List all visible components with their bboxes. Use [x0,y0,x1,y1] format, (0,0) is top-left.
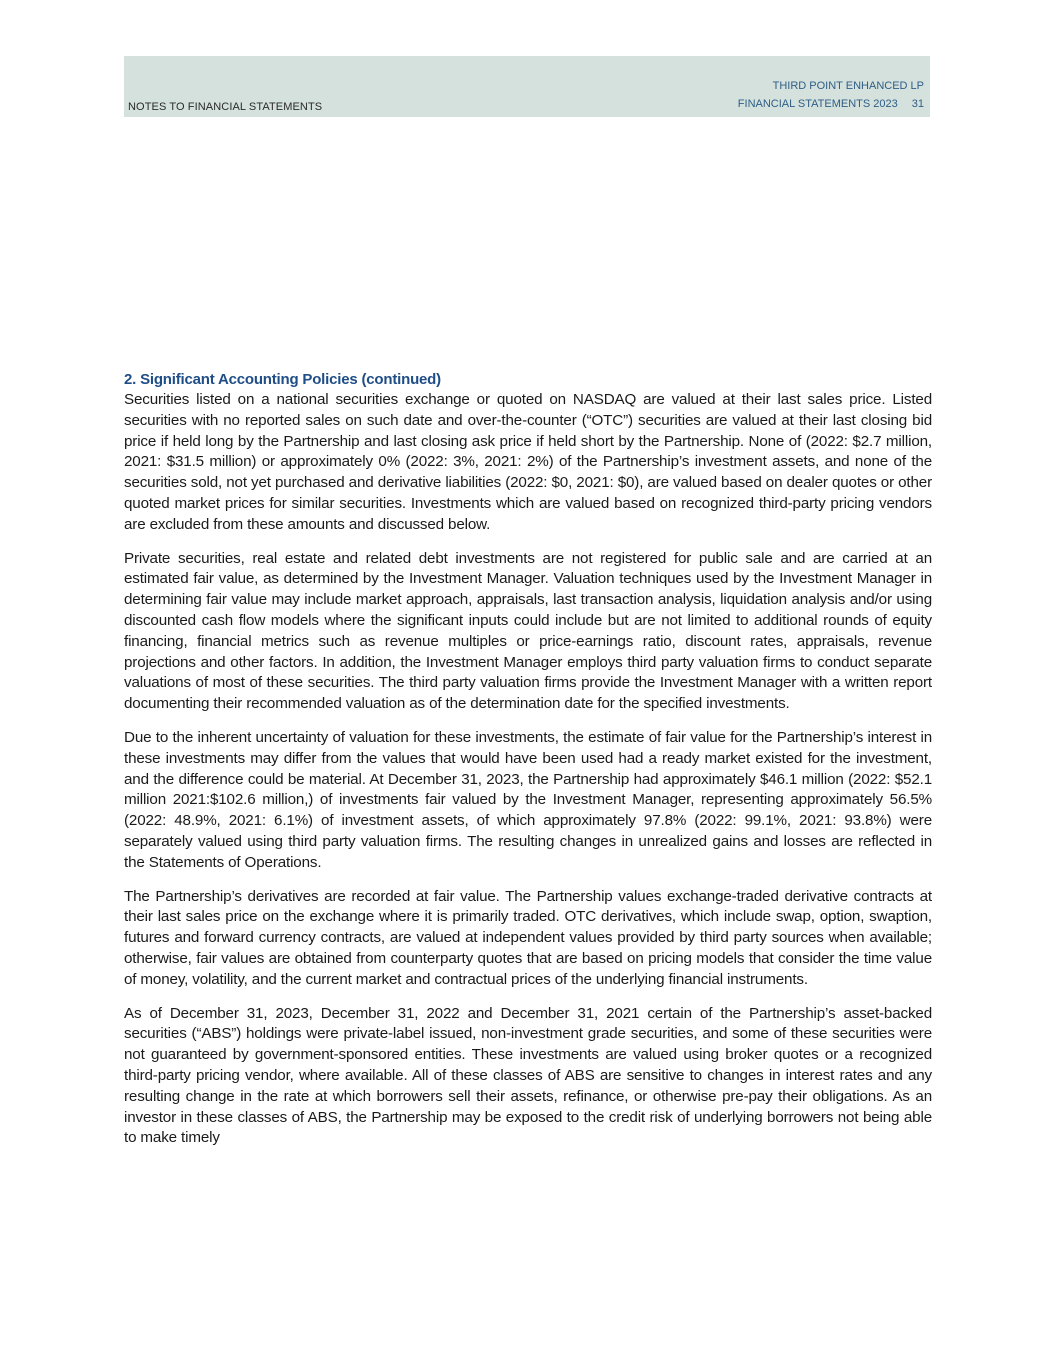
document-info [738,77,924,113]
paragraph-derivatives: The Partnership’s derivatives are recorded at fair value. The Partnership values exchange-traded derivative contracts at their last sales price on the exchange where it is primarily traded. OTC derivatives, which include swap, option, swaption, futures and forward currency contracts, are valued at independent values provided by third party sources when available; otherwise, fair values are obtained from counterparty quotes that are based on pricing models that consider the time value of money, volatility, and the current market and contractual prices of the underlying financial instruments. [124,887,932,988]
paragraph-private-securities: Private securities, real estate and related debt investments are not registered for public sale and are carried at an estimated fair value, as determined by the Investment Manager. Valuation techniques used by the Investment Manager in determining fair value may include market approach, appraisals, last transaction analysis, liquidation analysis and/or using discounted cash flow models where the significant inputs could include but are not limited to additional rounds of equity financing, financial metrics such as revenue multiples or price-earnings ratio, discount rates, appraisals, revenue projections and other factors. In addition, the Investment Manager employs third party valuation firms to conduct separate valuations of most of these securities. The third party valuation firms provide the Investment Manager with a written report documenting their recommended valuation as of the determination date for the specified investments. [124,549,932,713]
paragraph-asset-backed-securities: As of December 31, 2023, December 31, 2022 and December 31, 2021 certain of the Partnership’s asset-backed securities (“ABS”) holdings were private-label issued, non-investment grade securities, and some of these securities were not guaranteed by government-sponsored entities. These investments are valued using broker quotes or a recognized third-party pricing vendor, where available. All of these classes of ABS are sensitive to changes in interest rates and any resulting change in the rate at which borrowers sell their assets, refinance, or otherwise pre-pay their obligations. As an investor in these classes of ABS, the Partnership may be exposed to the credit risk of underlying borrowers not being able to make timely [124,1004,932,1147]
document-title-row [738,95,924,113]
paragraph-valuation-uncertainty: Due to the inherent uncertainty of valuation for these investments, the estimate of fair value for the Partnership’s interest in these investments may differ from the values that would have been used had a ready market existed for the investment, and the difference could be material. At December 31, 2023, the Partnership had approximately $46.1 million (2022: $52.1 million 2021:$102.6 million,) of investments fair valued by the Investment Manager, representing approximately 56.5% (2022: 48.9%, 2021: 6.1%) of investment assets, of which approximately 97.8% (2022: 99.1%, 2021: 93.8%) were separately valued using third party valuation firms. The resulting changes in unrealized gains and losses are reflected in the Statements of Operations. [124,728,932,871]
section-title: NOTES TO FINANCIAL STATEMENTS [128,101,323,113]
page-number: 31 [911,98,924,110]
paragraph-listed-securities: Securities listed on a national securities exchange or quoted on NASDAQ are valued at their last sales price. Listed securities with no reported sales on such date and over-the-counter (“OTC”) securities are valued at their last closing bid price if held long by the Partnership and last closing ask price if held short by the Partnership. None of (2022: $2.7 million, 2021: $31.5 million) or approximately 0% (2022: 3%, 2021: 2%) of the Partnership’s investment assets, and none of the securities sold, not yet purchased and derivative liabilities (2022: $0, 2021: $0), are valued based on dealer quotes or other quoted market prices for similar securities. Investments which are valued based on recognized third-party pricing vendors are excluded from these amounts and discussed below. [124,391,932,533]
page-body [124,370,932,1162]
section-heading: 2. Significant Accounting Policies (continued) [124,371,441,388]
page-header [124,56,930,117]
entity-name: THIRD POINT ENHANCED LP [772,80,924,92]
document-title: FINANCIAL STATEMENTS 2023 [737,98,898,110]
